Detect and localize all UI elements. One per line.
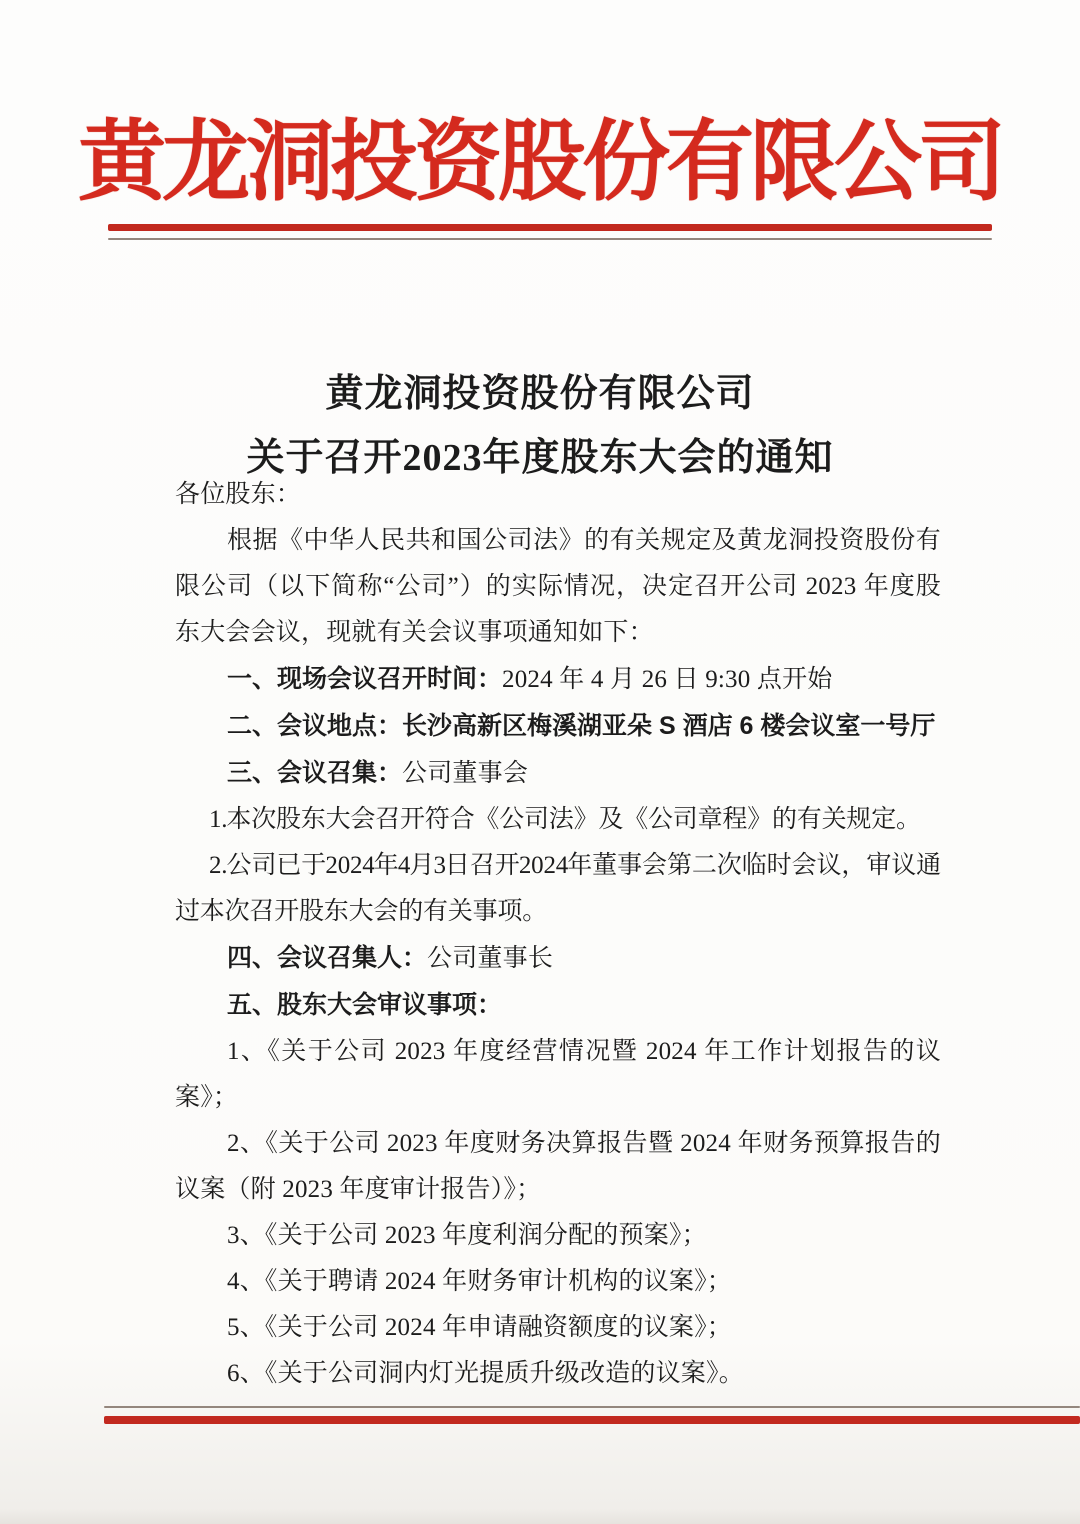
paragraph-6 <box>175 797 941 843</box>
paragraph-label: 三、会议召集： <box>227 759 403 787</box>
paragraph-text: 公司董事会 <box>402 760 529 787</box>
paragraph-5 <box>175 750 941 797</box>
paragraph-text: 2024 年 4 月 26 日 9:30 点开始 <box>502 666 833 693</box>
footer-rule-thin <box>104 1406 1080 1408</box>
paragraph-text: 2. 公司已于 2024 年 4 月 3 日召开 2024 年董事会第二次临时会议，审议通过本次召开股东大会的有关事项。 <box>175 852 941 925</box>
paragraph-3 <box>175 656 941 703</box>
paragraph-13 <box>175 1259 941 1305</box>
paragraph-text: 二、会议地点：长沙高新区梅溪湖亚朵 S 酒店 6 楼会议室一号厅 <box>227 712 936 740</box>
letterhead-company-name: 黄龙洞投资股份有限公司 <box>77 115 1002 212</box>
paragraph-text: 4、《关于聘请 2024 年财务审计机构的议案》； <box>227 1268 733 1295</box>
paragraph-text: 6、《关于公司洞内灯光提质升级改造的议案》。 <box>227 1360 744 1387</box>
paragraph-1 <box>175 472 941 518</box>
paragraph-11 <box>175 1121 941 1213</box>
header-rule-thick <box>108 224 992 231</box>
paragraph-text: 1、《关于公司 2023 年度经营情况暨 2024 年工作计划报告的议案》； <box>175 1038 941 1111</box>
paragraph-12 <box>175 1213 941 1259</box>
document-body <box>175 472 941 1397</box>
footer-rule-thick <box>104 1416 1080 1424</box>
paragraph-label: 一、现场会议召开时间： <box>227 665 503 693</box>
title-line-2: 关于召开2023年度股东大会的通知 <box>246 437 834 479</box>
document-title <box>0 362 1080 490</box>
paragraph-7 <box>175 843 941 935</box>
paragraph-text: 根据《中华人民共和国公司法》的有关规定及黄龙洞投资股份有限公司（以下简称“公司”）的实际情况，决定召开公司 2023 年度股东大会会议，现就有关会议事项通知如下： <box>175 527 941 646</box>
paragraph-9 <box>175 982 941 1029</box>
paragraph-label: 四、会议召集人： <box>227 944 428 972</box>
paragraph-text: 1. 本次股东大会召开符合《公司法》及《公司章程》的有关规定。 <box>209 806 921 833</box>
paragraph-text: 3、《关于公司 2023 年度利润分配的预案》； <box>227 1222 707 1249</box>
paragraph-2 <box>175 518 941 656</box>
paragraph-15 <box>175 1351 941 1397</box>
header-rule-thin <box>108 238 992 240</box>
paragraph-text: 五、股东大会审议事项： <box>227 991 503 1019</box>
paragraph-text: 公司董事长 <box>427 945 554 972</box>
paragraph-text: 各位股东： <box>175 481 302 508</box>
title-line-1: 黄龙洞投资股份有限公司 <box>325 373 755 415</box>
paragraph-text: 2、《关于公司 2023 年度财务决算报告暨 2024 年财务预算报告的议案（附 2023 年度审计报告）》； <box>175 1130 941 1203</box>
paragraph-text: 5、《关于公司 2024 年申请融资额度的议案》； <box>227 1314 733 1341</box>
paragraph-14 <box>175 1305 941 1351</box>
paragraph-4 <box>175 703 941 750</box>
paragraph-10 <box>175 1029 941 1121</box>
paragraph-8 <box>175 935 941 982</box>
